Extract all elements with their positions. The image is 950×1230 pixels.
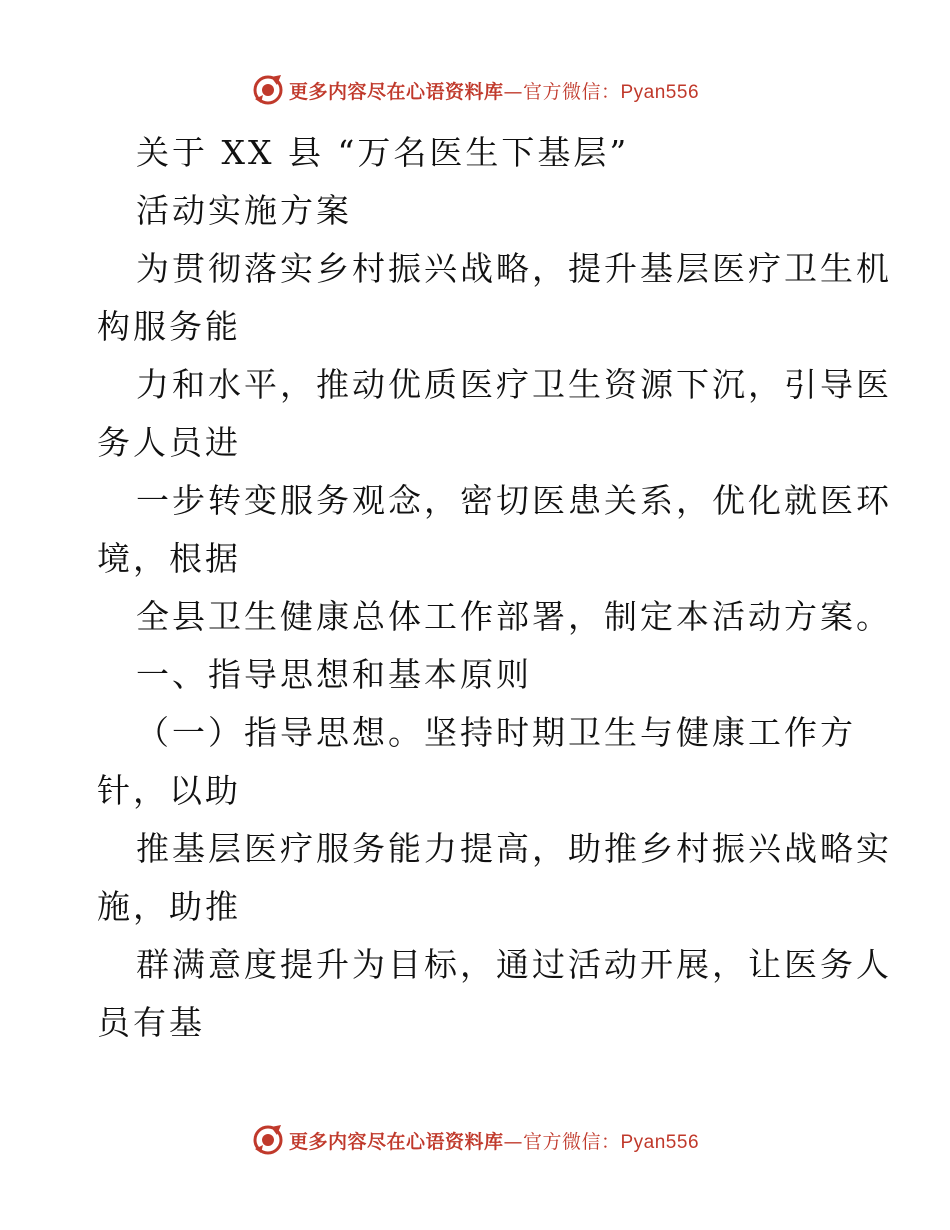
paragraph-line: 针，以助 — [97, 771, 241, 810]
banner-wechat-label: 官方微信： — [522, 80, 621, 103]
paragraph-line: 全县卫生健康总体工作部署，制定本活动方案。 — [136, 597, 892, 636]
banner-brand: 更多内容尽在心语资料库 — [288, 1130, 504, 1153]
paragraph-line: 群满意度提升为目标，通过活动开展，让医务人 — [136, 945, 892, 984]
paragraph-line: 施，助推 — [97, 887, 241, 926]
banner-text — [289, 77, 699, 104]
doc-title-line-2: 活动实施方案 — [136, 191, 352, 230]
paragraph-line: 境，根据 — [97, 539, 241, 578]
paragraph-line: 推基层医疗服务能力提高，助推乡村振兴战略实 — [136, 829, 892, 868]
banner-wechat-id: Pyan556 — [620, 1131, 700, 1153]
paragraph-line: 员有基 — [97, 1003, 205, 1042]
paragraph-line: 力和水平，推动优质医疗卫生资源下沉，引导医 — [136, 365, 892, 404]
paragraph-line: 构服务能 — [97, 307, 241, 346]
paragraph-line: 一步转变服务观念，密切医患关系，优化就医环 — [136, 481, 892, 520]
paragraph-line: （一）指导思想。坚持时期卫生与健康工作方 — [136, 713, 856, 752]
doc-title-line-1: 关于 XX 县 “万名医生下基层” — [136, 133, 630, 172]
footer-banner — [0, 1120, 950, 1160]
banner-brand: 更多内容尽在心语资料库 — [288, 80, 504, 103]
header-banner — [0, 70, 950, 110]
banner-dash: — — [503, 80, 523, 103]
banner-wechat-id: Pyan556 — [620, 81, 700, 103]
banner-wechat-label: 官方微信： — [522, 1130, 621, 1153]
section-heading: 一、指导思想和基本原则 — [136, 655, 532, 694]
pen-logo-icon — [251, 73, 285, 107]
banner-dash: — — [503, 1130, 523, 1153]
pen-logo-icon — [251, 1123, 285, 1157]
document-body — [97, 124, 892, 1052]
banner-text — [289, 1127, 699, 1154]
paragraph-line: 为贯彻落实乡村振兴战略，提升基层医疗卫生机 — [136, 249, 892, 288]
paragraph-line: 务人员进 — [97, 423, 241, 462]
